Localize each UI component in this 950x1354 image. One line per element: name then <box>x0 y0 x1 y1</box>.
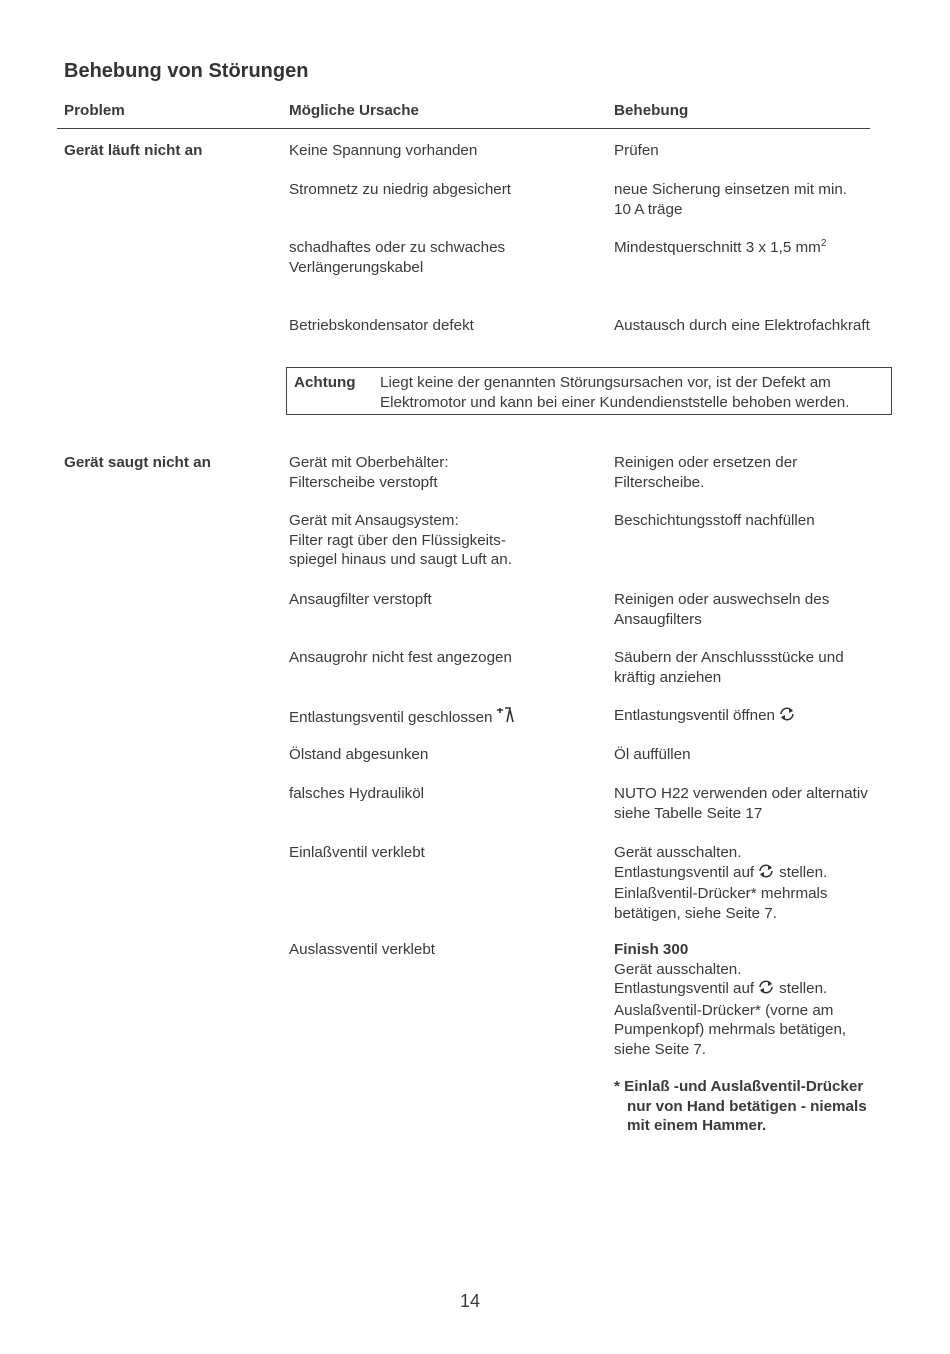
cause-text: Keine Spannung vorhanden <box>289 142 478 159</box>
fix-text: Gerät ausschalten. <box>614 960 742 978</box>
notice-label: Achtung <box>294 374 356 391</box>
superscript: 2 <box>820 237 827 249</box>
cause-cell <box>289 590 589 610</box>
cause-cell <box>289 745 589 765</box>
fix-text: NUTO H22 verwenden oder alternativ <box>614 785 868 802</box>
fix-text-pre: Entlastungsventil auf <box>614 863 755 881</box>
problem-label: Gerät saugt nicht an <box>64 454 211 471</box>
notice-line: Elektromotor und kann bei einer Kundendienststelle behoben werden. <box>380 393 850 411</box>
footnote-line: nur von Hand betätigen - niemals <box>627 1097 867 1115</box>
notice-box <box>286 367 892 415</box>
fix-text: Filterscheibe. <box>614 473 705 491</box>
fix-text: Säubern der Anschlussstücke und <box>614 649 844 666</box>
fix-cell <box>614 141 914 161</box>
fix-cell <box>614 843 914 923</box>
cause-cell <box>289 238 589 277</box>
header-problem: Problem <box>64 102 125 119</box>
valve-open-icon <box>757 863 775 885</box>
fix-text: Prüfen <box>614 142 659 159</box>
cause-text-main: Entlastungsventil geschlossen <box>289 709 493 726</box>
fix-text-post: stellen. <box>779 980 828 997</box>
cause-cell <box>289 453 589 492</box>
cause-cell <box>289 141 589 161</box>
cause-text: Gerät mit Ansaugsystem: <box>289 512 459 529</box>
footnote <box>614 1077 867 1136</box>
fix-text <box>614 979 914 1001</box>
cause-text: Gerät mit Oberbehälter: <box>289 454 449 471</box>
header-cause: Mögliche Ursache <box>289 102 419 119</box>
page-number: 14 <box>460 1291 481 1311</box>
fix-text: Öl auffüllen <box>614 746 691 763</box>
fix-cell <box>614 238 914 258</box>
header-divider <box>57 128 870 129</box>
fix-text: siehe Seite 7. <box>614 1040 707 1058</box>
cause-text: Filter ragt über den Flüssigkeits- <box>289 531 506 549</box>
header-fix: Behebung <box>614 102 689 119</box>
cause-text: schadhaftes oder zu schwaches <box>289 239 506 256</box>
fix-text: Reinigen oder ersetzen der <box>614 454 798 471</box>
cause-text: Ansaugrohr nicht fest angezogen <box>289 649 512 666</box>
fix-text: neue Sicherung einsetzen mit min. <box>614 181 848 198</box>
cause-text: Ölstand abgesunken <box>289 746 429 763</box>
cause-text: Betriebskondensator defekt <box>289 317 474 334</box>
cause-text: Auslassventil verklebt <box>289 941 436 958</box>
problem-label: Gerät läuft nicht an <box>64 142 203 159</box>
cause-text: falsches Hydrauliköl <box>289 785 425 802</box>
cause-cell <box>289 316 589 336</box>
cause-text: Filterscheibe verstopft <box>289 473 438 491</box>
page-title: Behebung von Störungen <box>64 60 309 82</box>
fix-text: Beschichtungsstoff nachfüllen <box>614 512 815 529</box>
cause-text: Einlaßventil verklebt <box>289 844 425 861</box>
fix-text: siehe Tabelle Seite 17 <box>614 804 763 822</box>
fix-text: Pumpenkopf) mehrmals betätigen, <box>614 1021 847 1038</box>
cause-cell <box>289 843 589 863</box>
fix-text-main: Entlastungsventil öffnen <box>614 707 775 724</box>
fix-cell <box>614 511 914 531</box>
fix-cell <box>614 316 914 336</box>
fix-cell <box>614 745 914 765</box>
fix-cell <box>614 706 914 728</box>
fix-cell <box>614 180 914 219</box>
fix-text: Gerät ausschalten. <box>614 844 742 861</box>
fix-text: Austausch durch eine Elektrofachkraft <box>614 317 870 334</box>
fix-cell <box>614 590 914 629</box>
cause-text <box>289 706 589 730</box>
cause-text: Ansaugfilter verstopft <box>289 591 432 608</box>
notice-text <box>380 373 849 412</box>
cause-cell <box>289 511 589 570</box>
fix-cell <box>614 940 914 1059</box>
cause-cell <box>289 940 589 960</box>
fix-text: Auslaßventil-Drücker* (vorne am <box>614 1001 834 1019</box>
valve-open-icon <box>757 979 775 1001</box>
fix-text-main: Mindestquerschnitt 3 x 1,5 mm <box>614 239 821 256</box>
fix-text <box>614 706 914 728</box>
valve-closed-icon <box>495 706 515 730</box>
footnote-line: mit einem Hammer. <box>627 1117 767 1134</box>
notice-line: Liegt keine der genannten Störungsursachen vor, ist der Defekt am <box>380 374 831 391</box>
cause-cell <box>289 648 589 668</box>
fix-text: Reinigen oder auswechseln des <box>614 591 830 608</box>
fix-text: betätigen, siehe Seite 7. <box>614 904 777 922</box>
fix-cell <box>614 648 914 687</box>
fix-text: Einlaßventil-Drücker* mehrmals <box>614 885 828 902</box>
fix-text: kräftig anziehen <box>614 668 722 686</box>
cause-text: Stromnetz zu niedrig abgesichert <box>289 181 512 198</box>
fix-cell <box>614 453 914 492</box>
cause-text: Verlängerungskabel <box>289 258 424 276</box>
footnote-line: * Einlaß -und Auslaßventil-Drücker <box>614 1078 864 1095</box>
model-name: Finish 300 <box>614 941 689 958</box>
fix-text <box>614 238 914 258</box>
cause-cell <box>289 180 589 200</box>
cause-cell <box>289 784 589 804</box>
fix-text-pre: Entlastungsventil auf <box>614 980 755 997</box>
fix-text: Ansaugfilters <box>614 610 702 628</box>
cause-text: spiegel hinaus und saugt Luft an. <box>289 551 512 568</box>
fix-cell <box>614 784 914 823</box>
fix-text: 10 A träge <box>614 200 683 218</box>
cause-cell <box>289 706 589 730</box>
fix-text <box>614 863 914 885</box>
valve-open-icon <box>778 706 796 728</box>
fix-text-post: stellen. <box>779 863 828 881</box>
